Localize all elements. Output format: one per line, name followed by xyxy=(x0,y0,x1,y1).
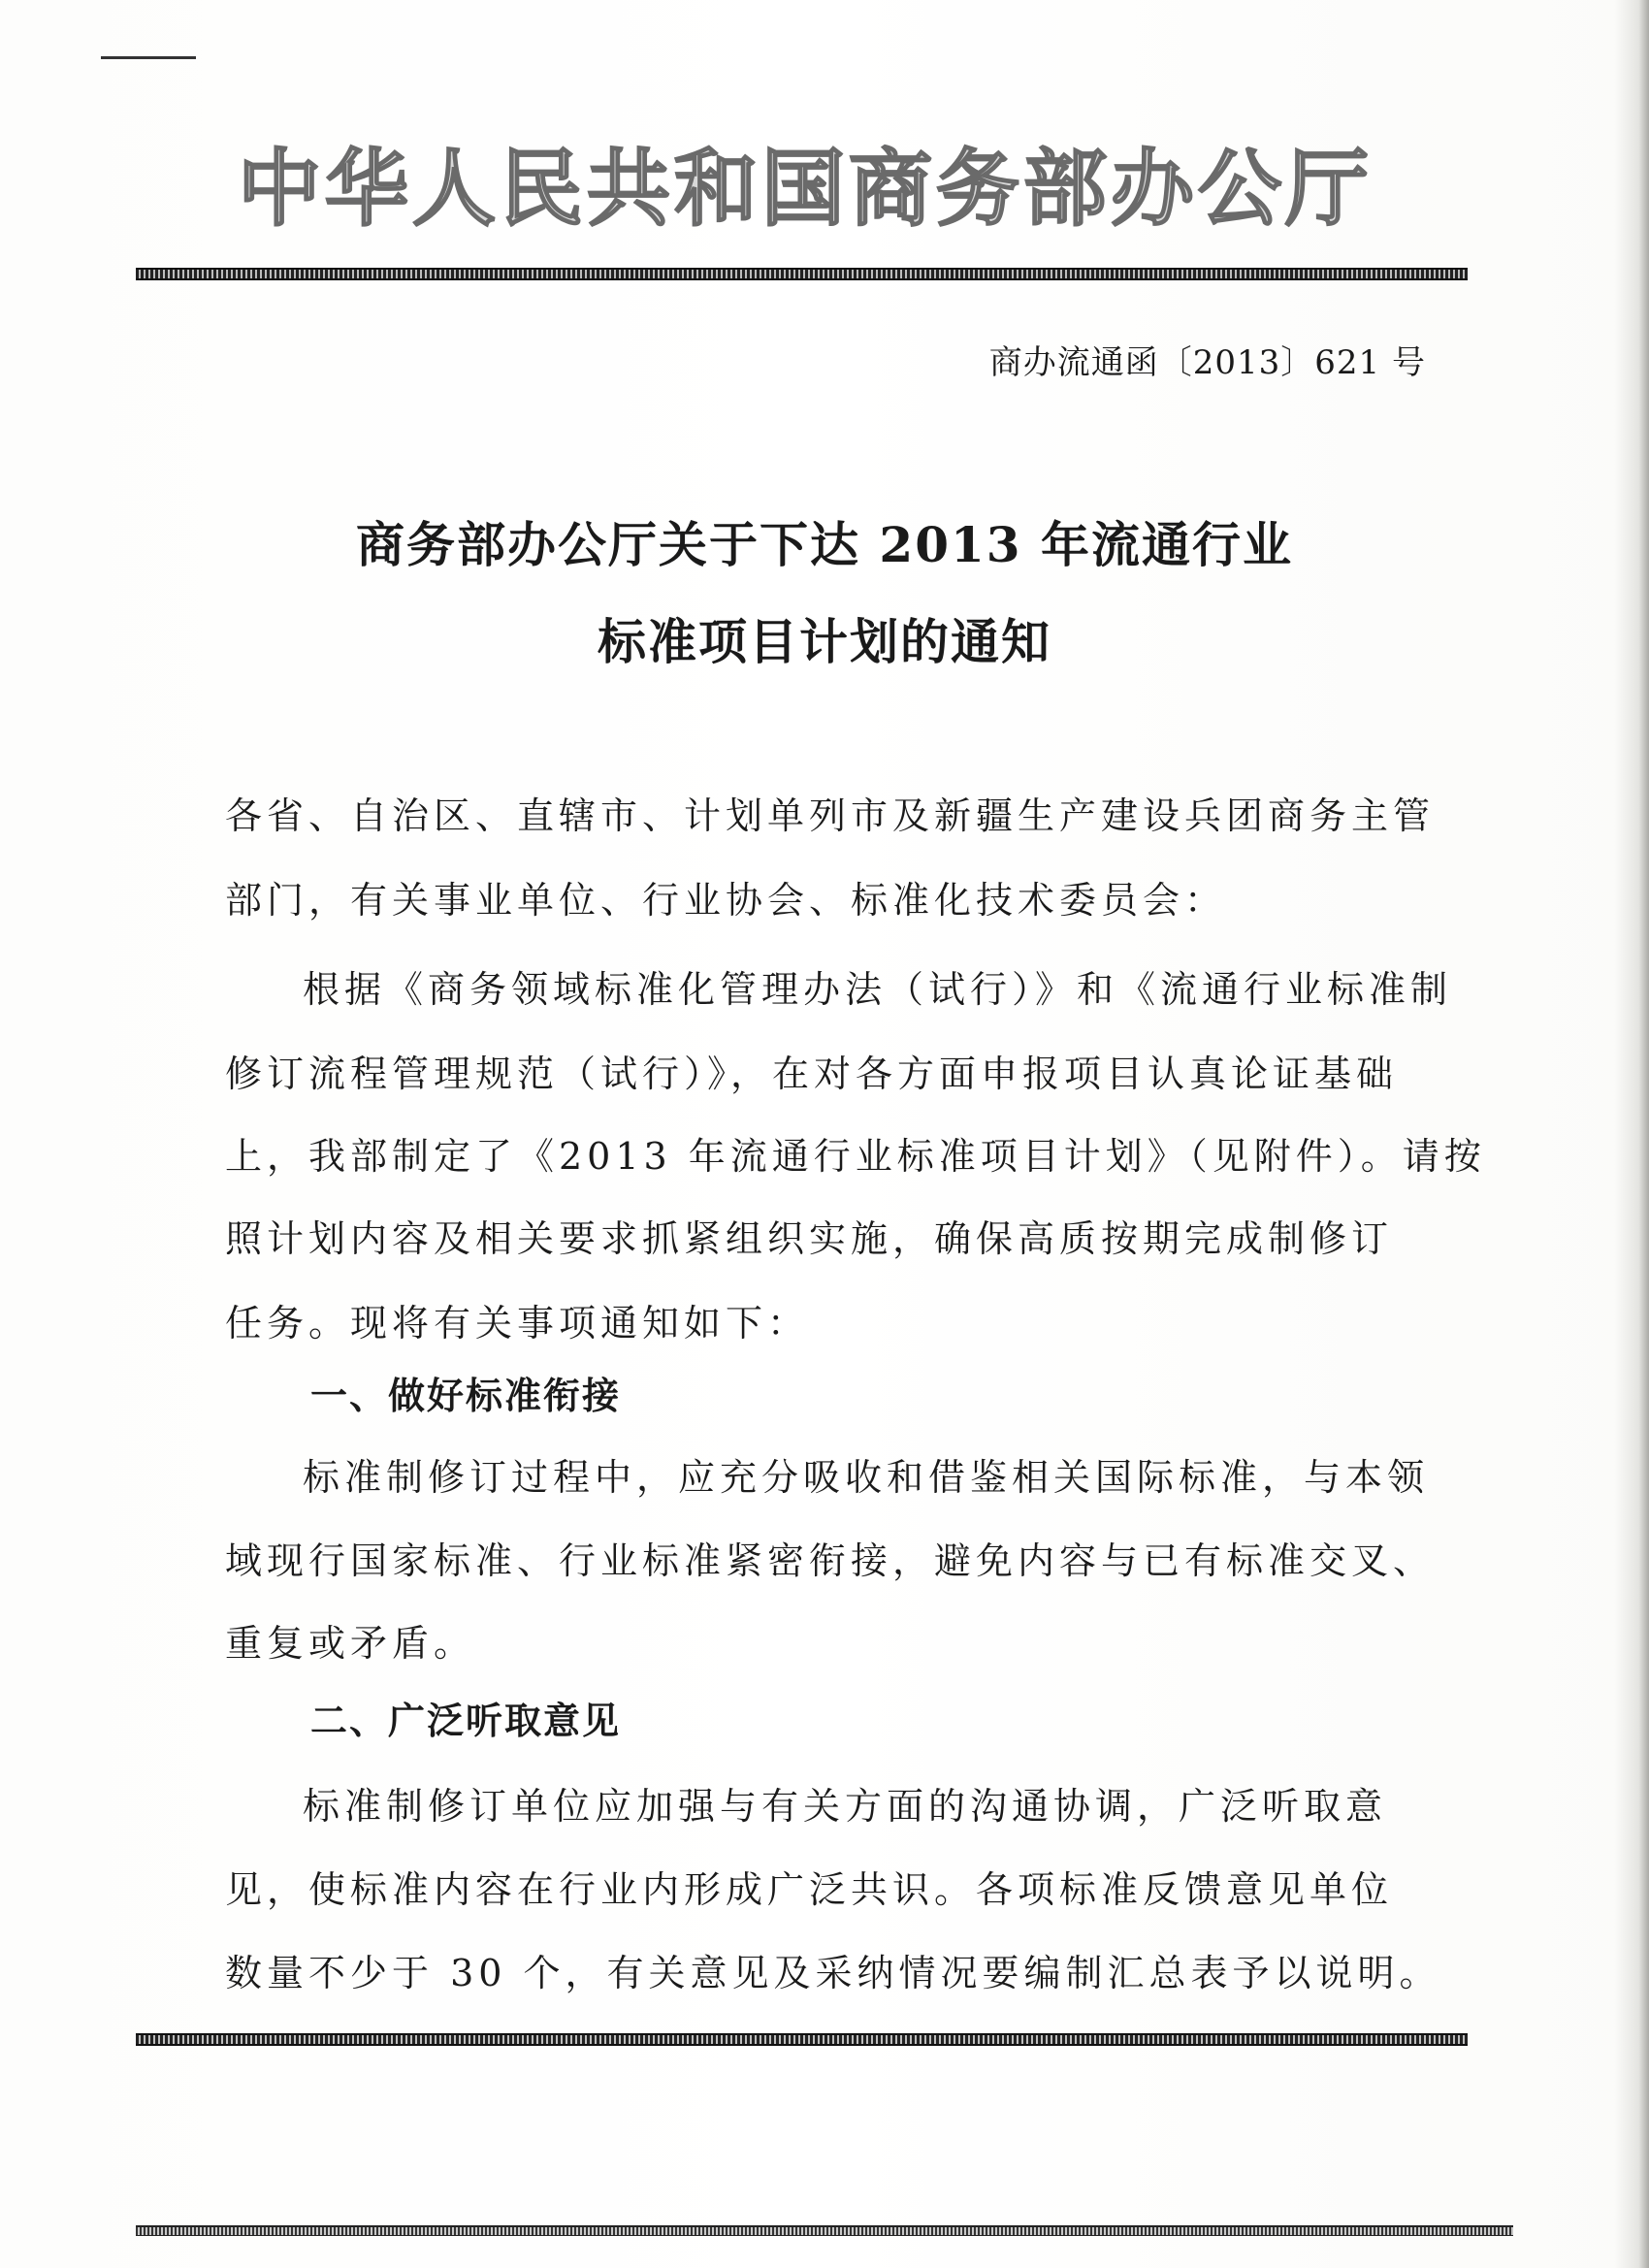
body-line: 各省、自治区、直辖市、计划单列市及新疆生产建设兵团商务主管 xyxy=(225,794,1436,837)
notice-title-line-1: 商务部办公厅关于下达 2013 年流通行业 xyxy=(356,516,1293,573)
section-heading: 一、做好标准衔接 xyxy=(310,1374,622,1417)
body-line: 任务。现将有关事项通知如下： xyxy=(225,1302,810,1345)
body-line: 根据《商务领域标准化管理办法（试行）》和《流通行业标准制 xyxy=(303,968,1453,1011)
footer-rule xyxy=(136,2225,1513,2236)
body-line: 上，我部制定了《2013 年流通行业标准项目计划》（见附件）。请按 xyxy=(225,1135,1486,1178)
body-line: 标准制修订过程中，应充分吸收和借鉴相关国际标准，与本领 xyxy=(303,1456,1430,1499)
body-line: 域现行国家标准、行业标准紧密衔接，避免内容与已有标准交叉、 xyxy=(225,1539,1436,1582)
body-line: 照计划内容及相关要求抓紧组织实施，确保高质按期完成制修订 xyxy=(225,1217,1394,1260)
body-line: 见，使标准内容在行业内形成广泛共识。各项标准反馈意见单位 xyxy=(225,1868,1394,1911)
page-edge-shadow xyxy=(1614,0,1649,2268)
corner-dash-mark xyxy=(101,56,196,59)
letterhead-title: 中华人民共和国商务部办公厅 xyxy=(238,140,1373,238)
body-line: 标准制修订单位应加强与有关方面的沟通协调，广泛听取意 xyxy=(303,1785,1388,1828)
document-number: 商办流通函〔2013〕621 号 xyxy=(988,343,1426,382)
body-line: 数量不少于 30 个，有关意见及采纳情况要编制汇总表予以说明。 xyxy=(225,1952,1441,1994)
body-line: 部门，有关事业单位、行业协会、标准化技术委员会： xyxy=(225,879,1227,922)
body-line: 修订流程管理规范（试行）》，在对各方面申报项目认真论证基础 xyxy=(225,1053,1399,1095)
section-heading: 二、广泛听取意见 xyxy=(310,1699,622,1742)
notice-title-line-2: 标准项目计划的通知 xyxy=(598,613,1051,670)
body-line: 重复或矛盾。 xyxy=(225,1622,476,1665)
body-end-rule xyxy=(136,2033,1468,2046)
header-rule xyxy=(136,268,1468,280)
